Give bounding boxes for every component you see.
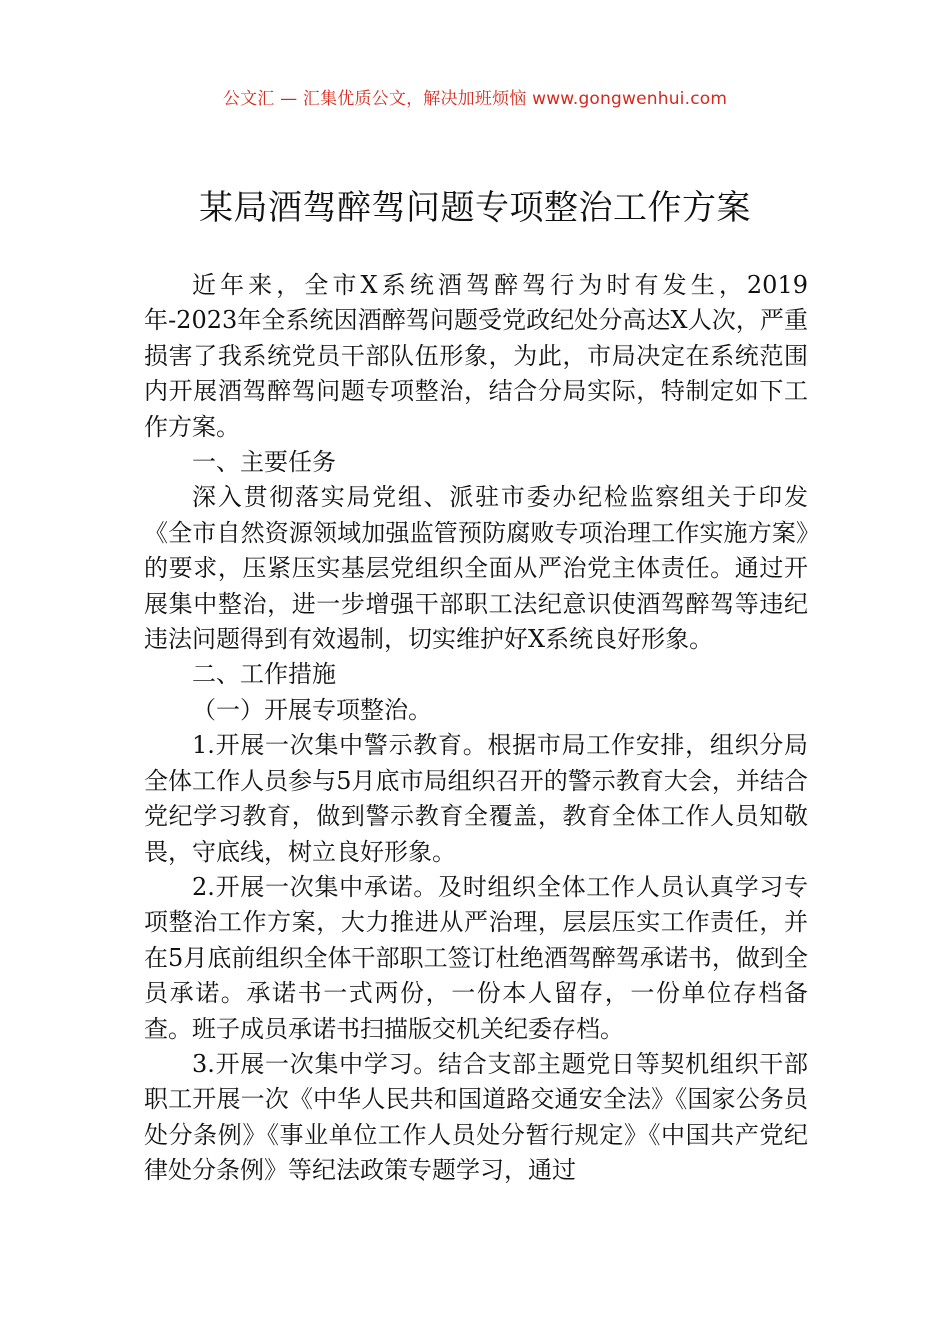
header-banner: 公文汇 — 汇集优质公文，解决加班烦恼 www.gongwenhui.com xyxy=(222,89,728,109)
paragraph-intro: 近年来，全市X系统酒驾醉驾行为时有发生，2019年-2023年全系统因酒醉驾问题受党政纪处分高达X人次，严重损害了我系统党员干部队伍形象，为此，市局决定在系统范围内开展酒驾醉驾问题专项整治，结合分局实际，特制定如下工作方案。 xyxy=(144,271,808,441)
document-body xyxy=(144,268,808,1189)
paragraph-main-tasks: 深入贯彻落实局党组、派驻市委办纪检监察组关于印发《全市自然资源领域加强监管预防腐败专项治理工作实施方案》的要求，压紧压实基层党组织全面从严治党主体责任。通过开展集中整治，进一步增强干部职工法纪意识使酒驾醉驾等违纪违法问题得到有效遏制，切实维护好X系统良好形象。 xyxy=(144,483,808,654)
subheading-special-rectification: （一）开展专项整治。 xyxy=(192,695,432,724)
heading-main-tasks: 一、主要任务 xyxy=(192,448,336,477)
paragraph-item-3: 3.开展一次集中学习。结合支部主题党日等契机组织干部职工开展一次《中华人民共和国道路交通安全法》《国家公务员处分条例》《事业单位工作人员处分暂行规定》《中国共产党纪律处分条例》等纪法政策专题学习，通过 xyxy=(144,1049,808,1185)
paragraph-item-1: 1.开展一次集中警示教育。根据市局工作安排，组织分局全体工作人员参与5月底市局组织召开的警示教育大会，并结合党纪学习教育，做到警示教育全覆盖，教育全体工作人员知敬畏，守底线，树立良好形象。 xyxy=(144,731,808,866)
paragraph-item-2: 2.开展一次集中承诺。及时组织全体工作人员认真学习专项整治工作方案，大力推进从严治理，层层压实工作责任，并在5月底前组织全体干部职工签订杜绝酒驾醉驾承诺书，做到全员承诺。承诺书一式两份，一份本人留存，一份单位存档备查。班子成员承诺书扫描版交机关纪委存档。 xyxy=(144,872,808,1043)
heading-work-measures: 二、工作措施 xyxy=(192,660,336,689)
document-title: 某局酒驾醉驾问题专项整治工作方案 xyxy=(199,188,751,228)
